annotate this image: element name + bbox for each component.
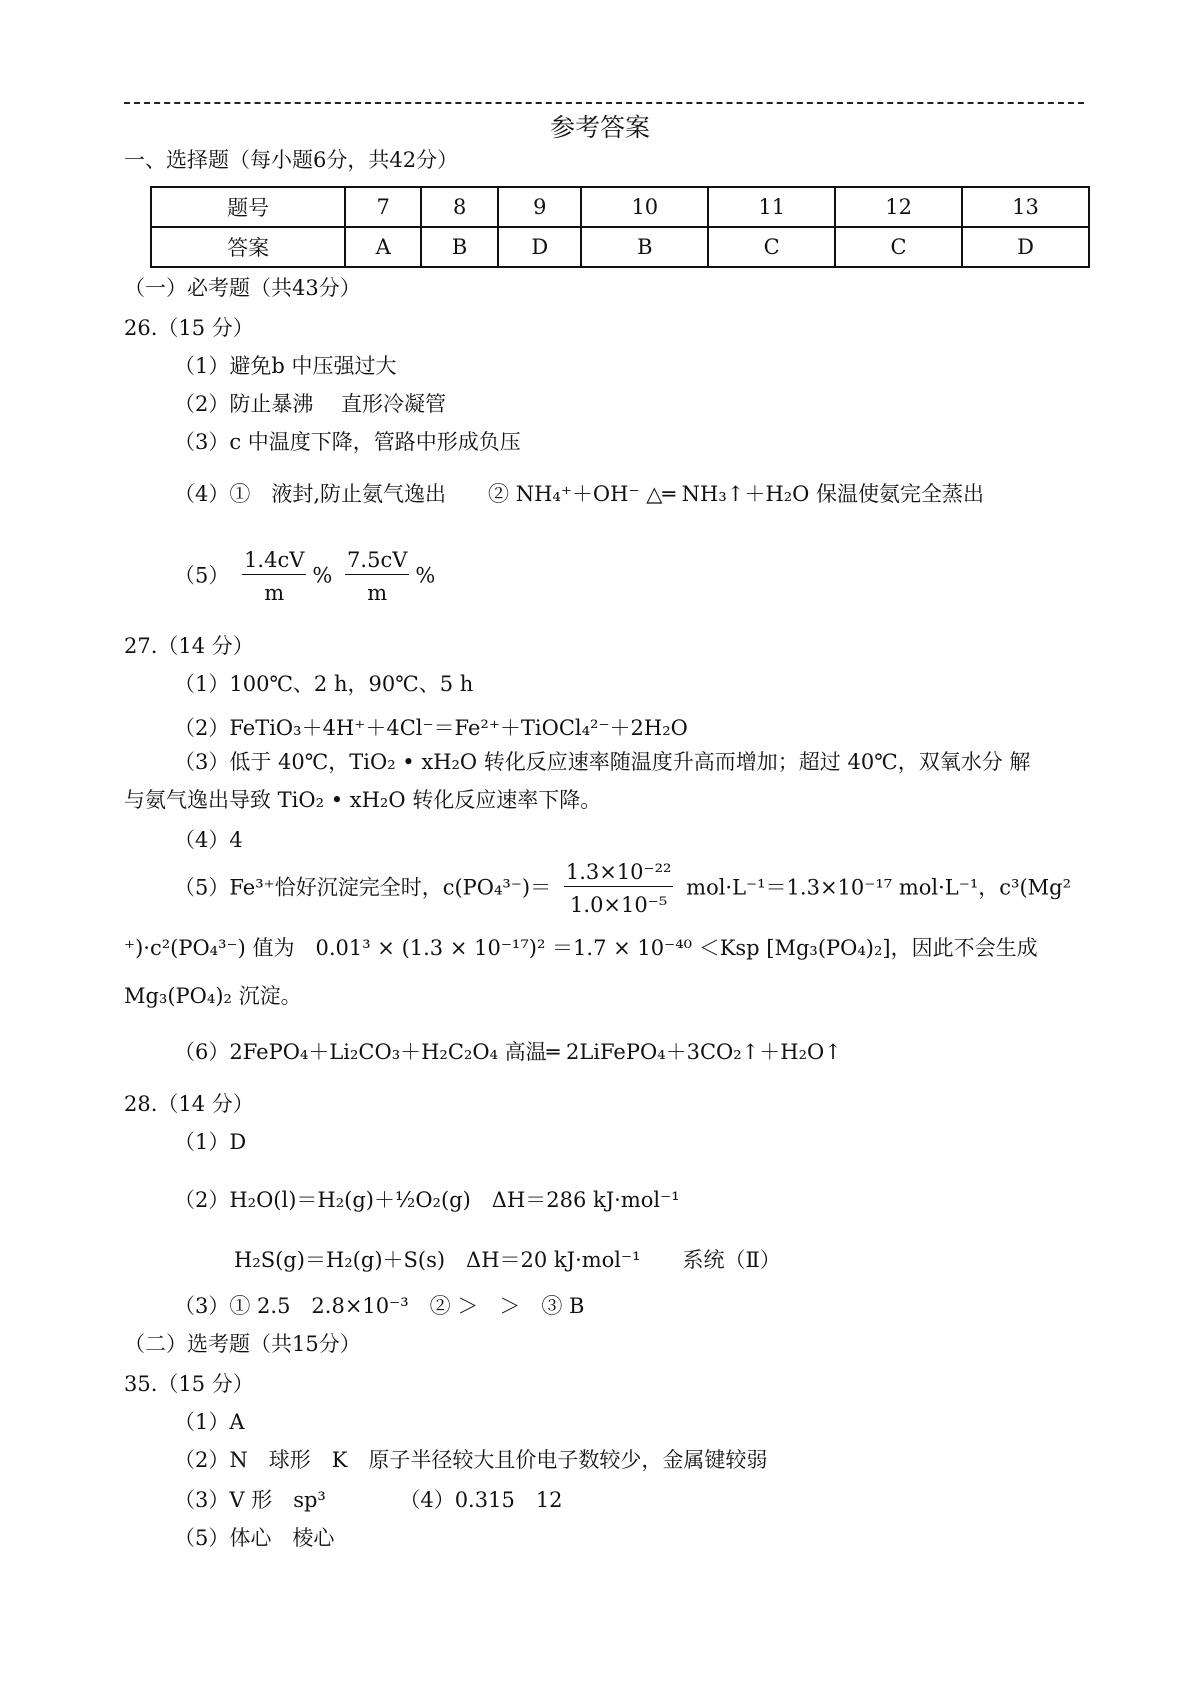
section-choice-heading: 一、选择题（每小题6分，共42分） <box>124 148 459 172</box>
percent-sign: % <box>415 563 436 588</box>
q26-answer-5 <box>174 550 435 604</box>
table-row-label: 答案 <box>151 227 345 267</box>
question-number: 10 <box>581 187 708 227</box>
q27-answer-4: （4）4 <box>174 828 243 852</box>
table-row <box>151 187 1089 227</box>
percent-sign: % <box>312 563 333 588</box>
top-dashed-rule <box>124 102 1084 104</box>
q27-answer-5-line1 <box>174 862 1071 916</box>
q26-answer-4-reaction: NH₄⁺＋OH⁻ △═ NH₃↑＋H₂O <box>515 482 810 506</box>
q35-answer-1: （1）A <box>174 1410 245 1434</box>
table-row <box>151 227 1089 267</box>
answer-cell: D <box>962 227 1089 267</box>
q28-answer-1: （1）D <box>174 1130 247 1154</box>
answer-cell: B <box>421 227 498 267</box>
fraction-numerator: 1.4cV <box>242 550 306 575</box>
q27-answer-5-suffix: mol·L⁻¹＝1.3×10⁻¹⁷ mol·L⁻¹，c³(Mg² <box>686 875 1071 900</box>
fraction-numerator: 1.3×10⁻²² <box>564 862 674 887</box>
q35-heading: 35.（15 分） <box>124 1372 254 1396</box>
q27-answer-3-line2: 与氨气逸出导致 TiO₂ • xH₂O 转化反应速率下降。 <box>124 788 602 812</box>
answer-cell: C <box>708 227 835 267</box>
fraction-numerator: 7.5cV <box>345 550 409 575</box>
fraction-denominator: m <box>264 581 285 605</box>
page-title: 参考答案 <box>549 113 650 142</box>
q26-answer-3: （3）c 中温度下降，管路中形成负压 <box>174 430 521 454</box>
fraction-denominator: m <box>367 581 388 605</box>
q27-fraction <box>564 862 674 916</box>
table-row-label: 题号 <box>151 187 345 227</box>
question-number: 12 <box>835 187 962 227</box>
q26-answer-2: （2）防止暴沸 直形冷凝管 <box>174 392 447 416</box>
q27-heading: 27.（14 分） <box>124 634 254 658</box>
q35-answer-2: （2）N 球形 K 原子半径较大且价电子数较少，金属键较弱 <box>174 1448 768 1472</box>
q26-answer-1: （1）避免b 中压强过大 <box>174 354 397 378</box>
q27-answer-5-line3: Mg₃(PO₄)₂ 沉淀。 <box>124 984 302 1008</box>
q26-heading: 26.（15 分） <box>124 316 254 340</box>
q26-answer-5-label: （5） <box>174 563 230 588</box>
q26-answer-4 <box>174 484 984 505</box>
q27-answer-3-line1: （3）低于 40℃，TiO₂ • xH₂O 转化反应速率随温度升高而增加；超过 40℃，双氧水分 解 <box>174 750 1031 774</box>
q27-answer-5-prefix: （5）Fe³⁺恰好沉淀完全时，c(PO₄³⁻)＝ <box>174 875 552 900</box>
q27-answer-1: （1）100℃、2 h，90℃、5 h <box>174 672 474 696</box>
answer-cell: B <box>581 227 708 267</box>
answer-cell: D <box>498 227 581 267</box>
q28-heading: 28.（14 分） <box>124 1092 254 1116</box>
question-number: 13 <box>962 187 1089 227</box>
part2-heading: （二）选考题（共15分） <box>124 1332 361 1356</box>
answer-cell: A <box>345 227 421 267</box>
question-number: 11 <box>708 187 835 227</box>
q26-answer-4-suffix: 保温使氨完全蒸出 <box>816 482 985 506</box>
q26-fraction-1 <box>242 550 306 604</box>
fraction-denominator: 1.0×10⁻⁵ <box>570 893 668 917</box>
question-number: 8 <box>421 187 498 227</box>
question-number: 9 <box>498 187 581 227</box>
q28-answer-3: （3）① 2.5 2.8×10⁻³ ② ＞ ＞ ③ B <box>174 1294 585 1318</box>
answer-cell: C <box>835 227 962 267</box>
q35-answer-3-4: （3）V 形 sp³ （4）0.315 12 <box>174 1488 563 1512</box>
q27-answer-6: （6）2FePO₄＋Li₂CO₃＋H₂C₂O₄ 高温═ 2LiFePO₄＋3CO₂↑＋H₂O↑ <box>174 1040 842 1064</box>
answer-table <box>150 186 1090 268</box>
q35-answer-5: （5）体心 棱心 <box>174 1526 335 1550</box>
q27-answer-5-line2: ⁺)·c²(PO₄³⁻) 值为 0.01³ × (1.3 × 10⁻¹⁷)² ＝1.7 × 10⁻⁴⁰ ＜Ksp [Mg₃(PO₄)₂]，因此不会生成 <box>124 936 1038 960</box>
q26-fraction-2 <box>345 550 409 604</box>
q28-answer-2-line1: （2）H₂O(l)＝H₂(g)＋½O₂(g) ΔH＝286 kJ·mol⁻¹ <box>174 1188 680 1212</box>
question-number: 7 <box>345 187 421 227</box>
q26-answer-4-prefix: （4）① 液封,防止氨气逸出 ② <box>174 482 510 506</box>
q28-answer-2-line2: H₂S(g)＝H₂(g)＋S(s) ΔH＝20 kJ·mol⁻¹ 系统（Ⅱ） <box>234 1248 781 1272</box>
q27-answer-2: （2）FeTiO₃＋4H⁺＋4Cl⁻＝Fe²⁺＋TiOCl₄²⁻＋2H₂O <box>174 716 688 740</box>
part1-heading: （一）必考题（共43分） <box>124 276 361 300</box>
